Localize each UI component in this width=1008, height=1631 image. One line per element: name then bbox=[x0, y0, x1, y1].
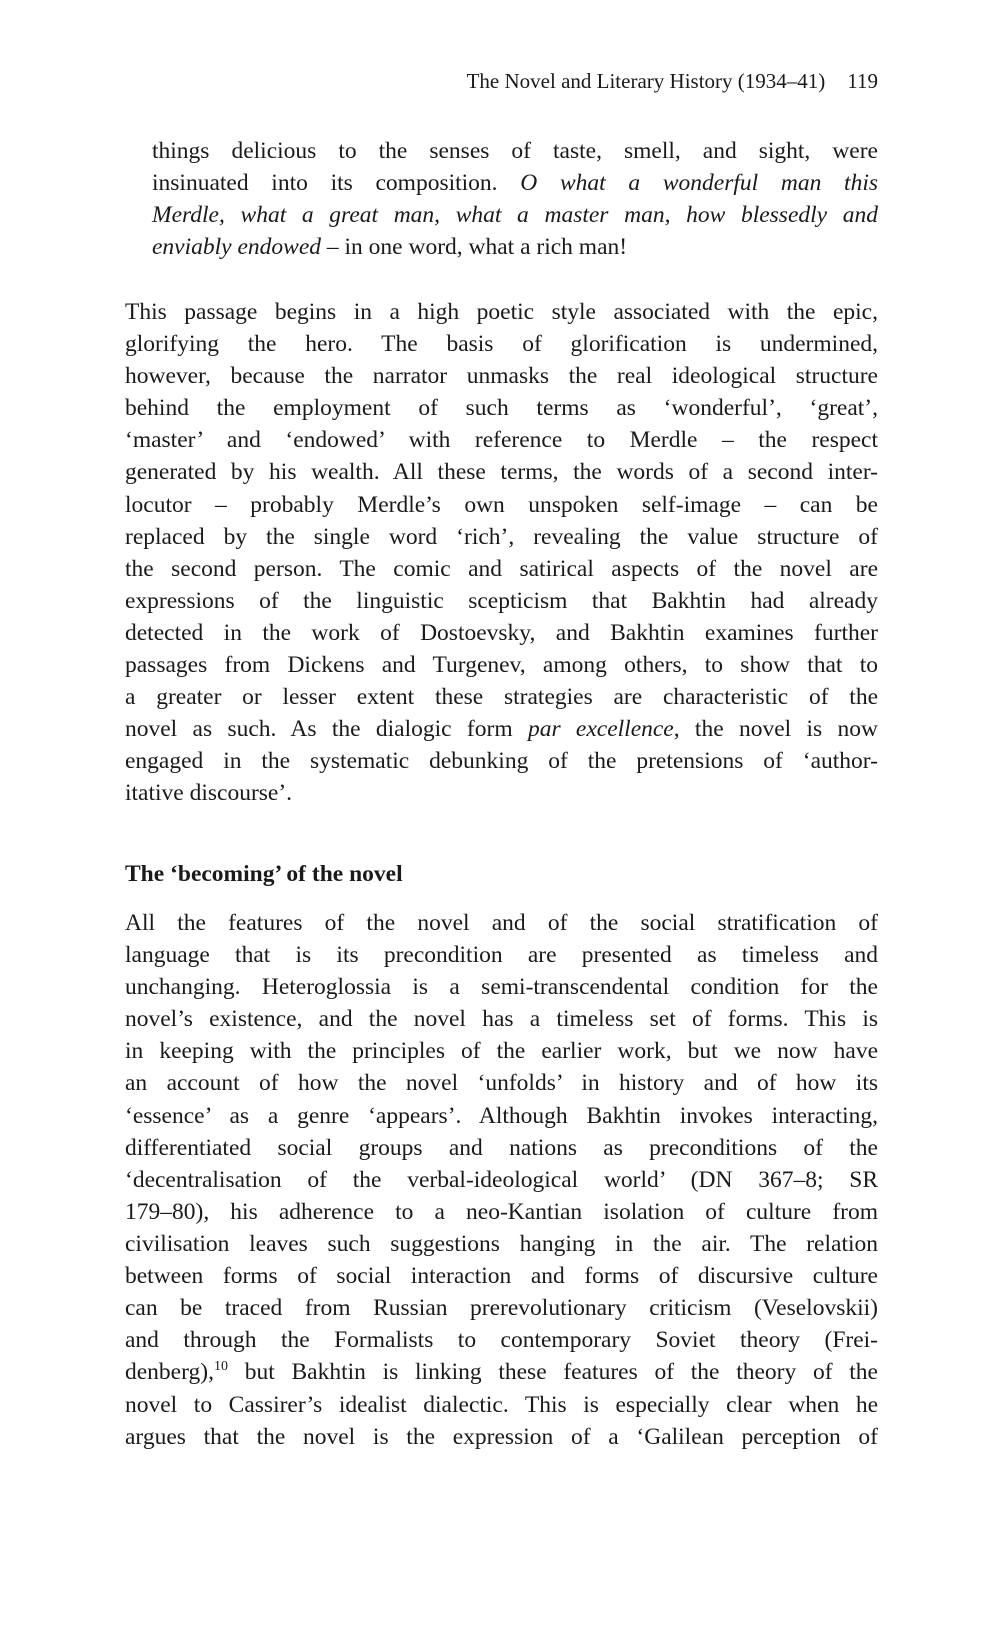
italic-quote: enviably endowed bbox=[152, 234, 322, 260]
quote-line: enviably endowed – in one word, what a rich man! bbox=[152, 234, 628, 260]
text-line: however, because the narrator unmasks the real ideological structure bbox=[125, 363, 878, 389]
text-line: ‘essence’ as a genre ‘appears’. Although Bakhtin invokes interacting, bbox=[125, 1103, 878, 1129]
text-line: novel to Cassirer’s idealist dialectic. This is especially clear when he bbox=[125, 1392, 878, 1418]
text-line: detected in the work of Dostoevsky, and Bakhtin examines further bbox=[125, 620, 878, 646]
text-line: can be traced from Russian prerevolutionary criticism (Veselovskii) bbox=[125, 1295, 878, 1321]
text-line: engaged in the systematic debunking of the pretensions of ‘author- bbox=[125, 748, 878, 774]
text-line: between forms of social interaction and forms of discursive culture bbox=[125, 1263, 878, 1289]
text-line: expressions of the linguistic scepticism that Bakhtin had already bbox=[125, 588, 878, 614]
text-line: All the features of the novel and of the social stratification of bbox=[125, 910, 878, 936]
text-line: ‘decentralisation of the verbal-ideological world’ (DN 367–8; SR bbox=[125, 1167, 878, 1193]
text-line: differentiated social groups and nations as preconditions of the bbox=[125, 1135, 878, 1161]
footnote-ref[interactable]: 10 bbox=[213, 1359, 228, 1374]
text-line: an account of how the novel ‘unfolds’ in history and of how its bbox=[125, 1070, 878, 1096]
quote-line: things delicious to the senses of taste, smell, and sight, were bbox=[152, 138, 878, 164]
text-line: behind the employment of such terms as ‘wonderful’, ‘great’, bbox=[125, 395, 878, 421]
text-line: ‘master’ and ‘endowed’ with reference to Merdle – the respect bbox=[125, 427, 878, 453]
text-line: argues that the novel is the expression of a ‘Galilean perception of bbox=[125, 1424, 878, 1450]
text-line: 179–80), his adherence to a neo-Kantian isolation of culture from bbox=[125, 1199, 878, 1225]
page-number: 119 bbox=[847, 69, 878, 93]
running-head-title: The Novel and Literary History (1934–41) bbox=[466, 69, 826, 93]
text-line: a greater or lesser extent these strategies are characteristic of the bbox=[125, 684, 878, 710]
text-line: in keeping with the principles of the earlier work, but we now have bbox=[125, 1038, 878, 1064]
text-line: passages from Dickens and Turgenev, among others, to show that to bbox=[125, 652, 878, 678]
quote-line bbox=[152, 199, 878, 231]
text-line: unchanging. Heteroglossia is a semi-transcendental condition for the bbox=[125, 974, 878, 1000]
italic-term: par excellence bbox=[527, 716, 674, 742]
text-line: glorifying the hero. The basis of glorification is undermined, bbox=[125, 331, 878, 357]
text-line: replaced by the single word ‘rich’, revealing the value structure of bbox=[125, 524, 878, 550]
italic-quote: O what a wonderful man this bbox=[520, 170, 878, 196]
italic-quote: Merdle, what a great man, what a master man, how blessedly and bbox=[152, 202, 878, 228]
text-line: itative discourse’. bbox=[125, 780, 293, 806]
text-line: language that is its precondition are presented as timeless and bbox=[125, 942, 878, 968]
section-heading: The ‘becoming’ of the novel bbox=[125, 861, 403, 887]
text-line: and through the Formalists to contemporary Soviet theory (Frei- bbox=[125, 1327, 878, 1353]
text-line: the second person. The comic and satirical aspects of the novel are bbox=[125, 556, 878, 582]
quote-line: insinuated into its composition. O what a wonderful man this bbox=[152, 170, 878, 196]
text-line: generated by his wealth. All these terms, the words of a second inter- bbox=[125, 459, 878, 485]
text-line: locutor – probably Merdle’s own unspoken self-image – can be bbox=[125, 492, 878, 518]
text-line: This passage begins in a high poetic style associated with the epic, bbox=[125, 299, 878, 325]
text-line: civilisation leaves such suggestions hanging in the air. The relation bbox=[125, 1231, 878, 1257]
text-line: denberg),$^{10}$ but Bakhtin is linking these features of the theory of the bbox=[125, 1359, 878, 1385]
text-line: novel’s existence, and the novel has a timeless set of forms. This is bbox=[125, 1006, 878, 1032]
text-line: novel as such. As the dialogic form par excellence, the novel is now bbox=[125, 716, 878, 742]
running-head bbox=[400, 66, 878, 96]
